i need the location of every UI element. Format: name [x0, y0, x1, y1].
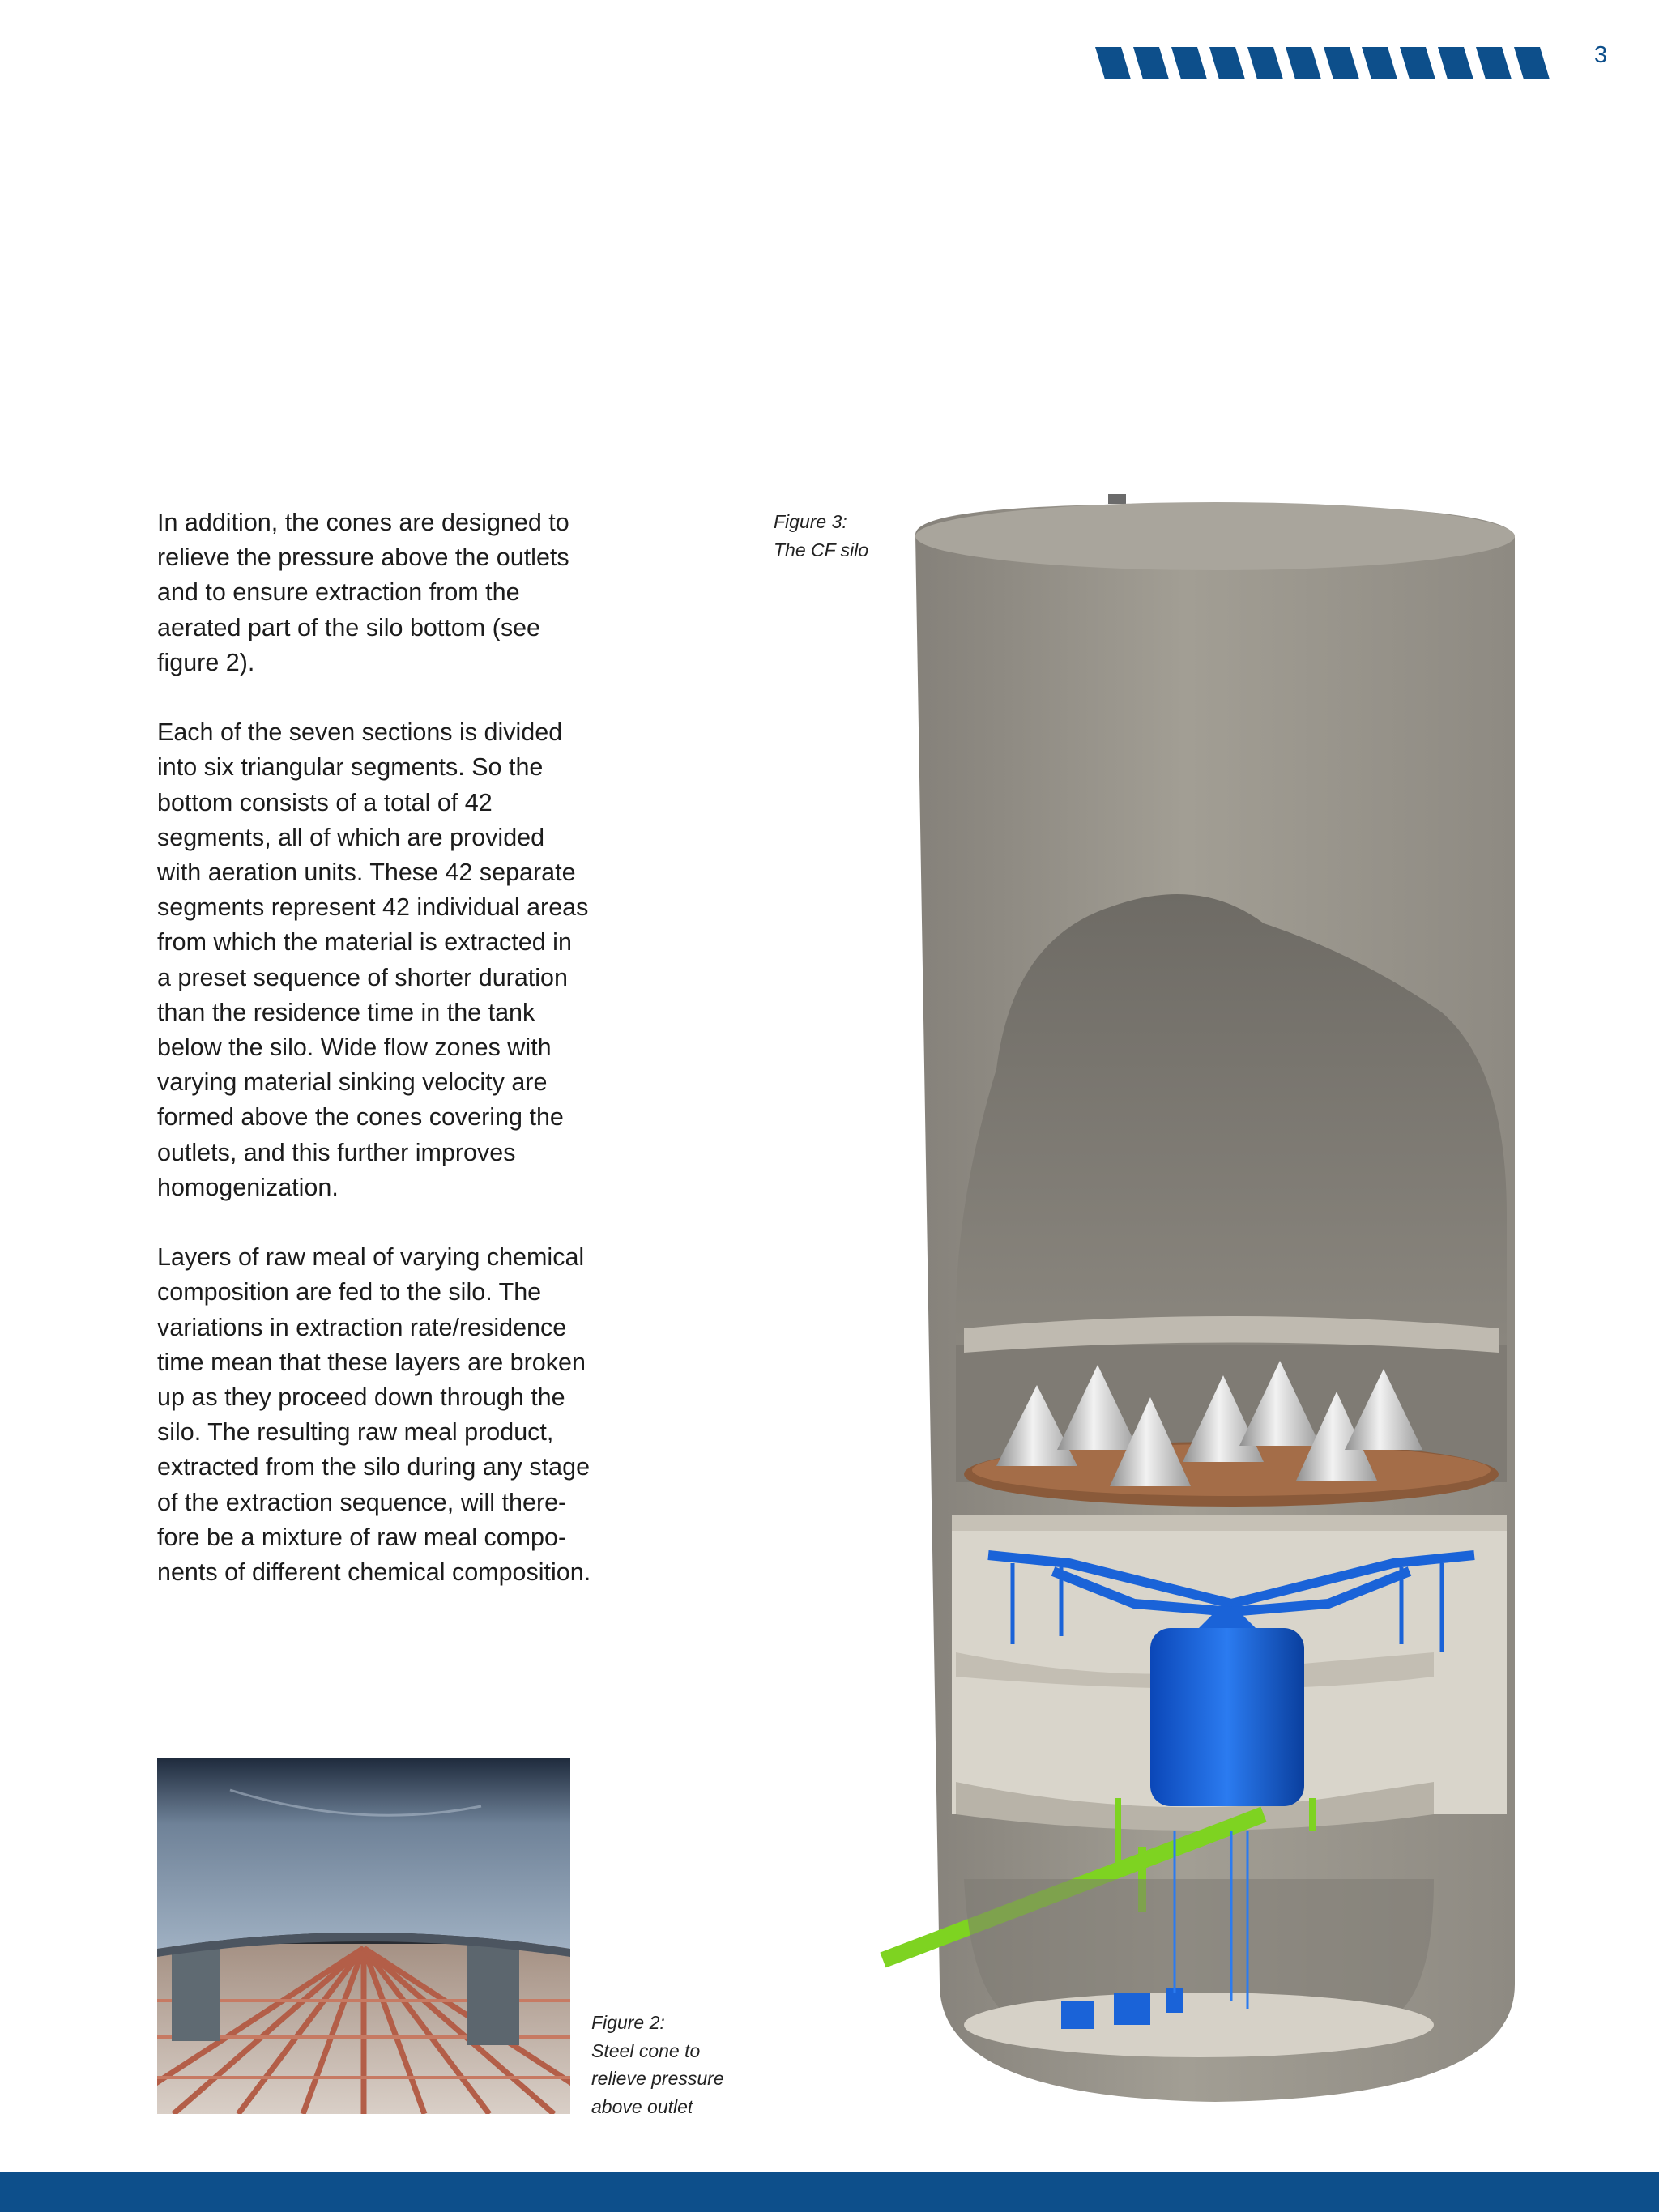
- text-line: of the extraction sequence, will there-: [157, 1488, 567, 1516]
- figure-3-caption: [774, 508, 868, 564]
- text-line: variations in extraction rate/residence: [157, 1313, 567, 1341]
- body-text: [157, 505, 595, 1625]
- text-line: silo. The resulting raw meal product,: [157, 1418, 554, 1447]
- text-line: time mean that these layers are broken: [157, 1348, 586, 1376]
- text-line: a preset sequence of shorter duration: [157, 963, 568, 991]
- header-stripes-decoration: [1095, 47, 1562, 79]
- text-line: segments, all of which are provided: [157, 823, 545, 851]
- cf-silo-illustration: [875, 486, 1523, 2146]
- figure-2-caption: [591, 2009, 724, 2120]
- text-line: relieve the pressure above the outlets: [157, 543, 569, 572]
- caption-line: The CF silo: [774, 539, 869, 560]
- paragraph-2: [157, 715, 595, 1205]
- text-line: up as they proceed down through the: [157, 1383, 565, 1412]
- text-line: than the residence time in the tank: [157, 998, 535, 1026]
- text-line: homogenization.: [157, 1173, 339, 1201]
- caption-line: above outlet: [591, 2095, 693, 2117]
- text-line: formed above the cones covering the: [157, 1103, 564, 1132]
- steel-cone-photo: [157, 1758, 570, 2114]
- text-line: composition are fed to the silo. The: [157, 1278, 542, 1306]
- paragraph-1: [157, 505, 595, 680]
- footer-bar: [0, 2172, 1659, 2212]
- text-line: extracted from the silo during any stage: [157, 1453, 591, 1481]
- text-line: In addition, the cones are designed to: [157, 509, 569, 536]
- text-line: bottom consists of a total of 42: [157, 788, 493, 816]
- text-line: from which the material is extracted in: [157, 928, 572, 957]
- text-line: segments represent 42 individual areas: [157, 893, 589, 922]
- text-line: into six triangular segments. So the: [157, 753, 544, 782]
- text-line: aerated part of the silo bottom (see: [157, 613, 541, 641]
- text-line: varying material sinking velocity are: [157, 1068, 548, 1097]
- caption-line: Steel cone to: [591, 2039, 701, 2061]
- text-line: Each of the seven sections is divided: [157, 718, 563, 747]
- caption-line: Figure 3:: [774, 511, 847, 532]
- paragraph-3: [157, 1240, 595, 1590]
- text-line: Layers of raw meal of varying chemical: [157, 1243, 585, 1272]
- text-line: outlets, and this further improves: [157, 1138, 516, 1166]
- text-line: nents of different chemical composition.: [157, 1558, 591, 1587]
- text-line: with aeration units. These 42 separate: [157, 859, 576, 887]
- caption-line: relieve pressure: [591, 2068, 724, 2089]
- text-line: and to ensure extraction from the: [157, 578, 520, 607]
- caption-line: Figure 2:: [591, 2012, 665, 2033]
- text-line: below the silo. Wide flow zones with: [157, 1034, 552, 1062]
- page-number: 3: [1594, 42, 1608, 68]
- text-line: figure 2).: [157, 648, 255, 676]
- text-line: fore be a mixture of raw meal compo-: [157, 1523, 567, 1551]
